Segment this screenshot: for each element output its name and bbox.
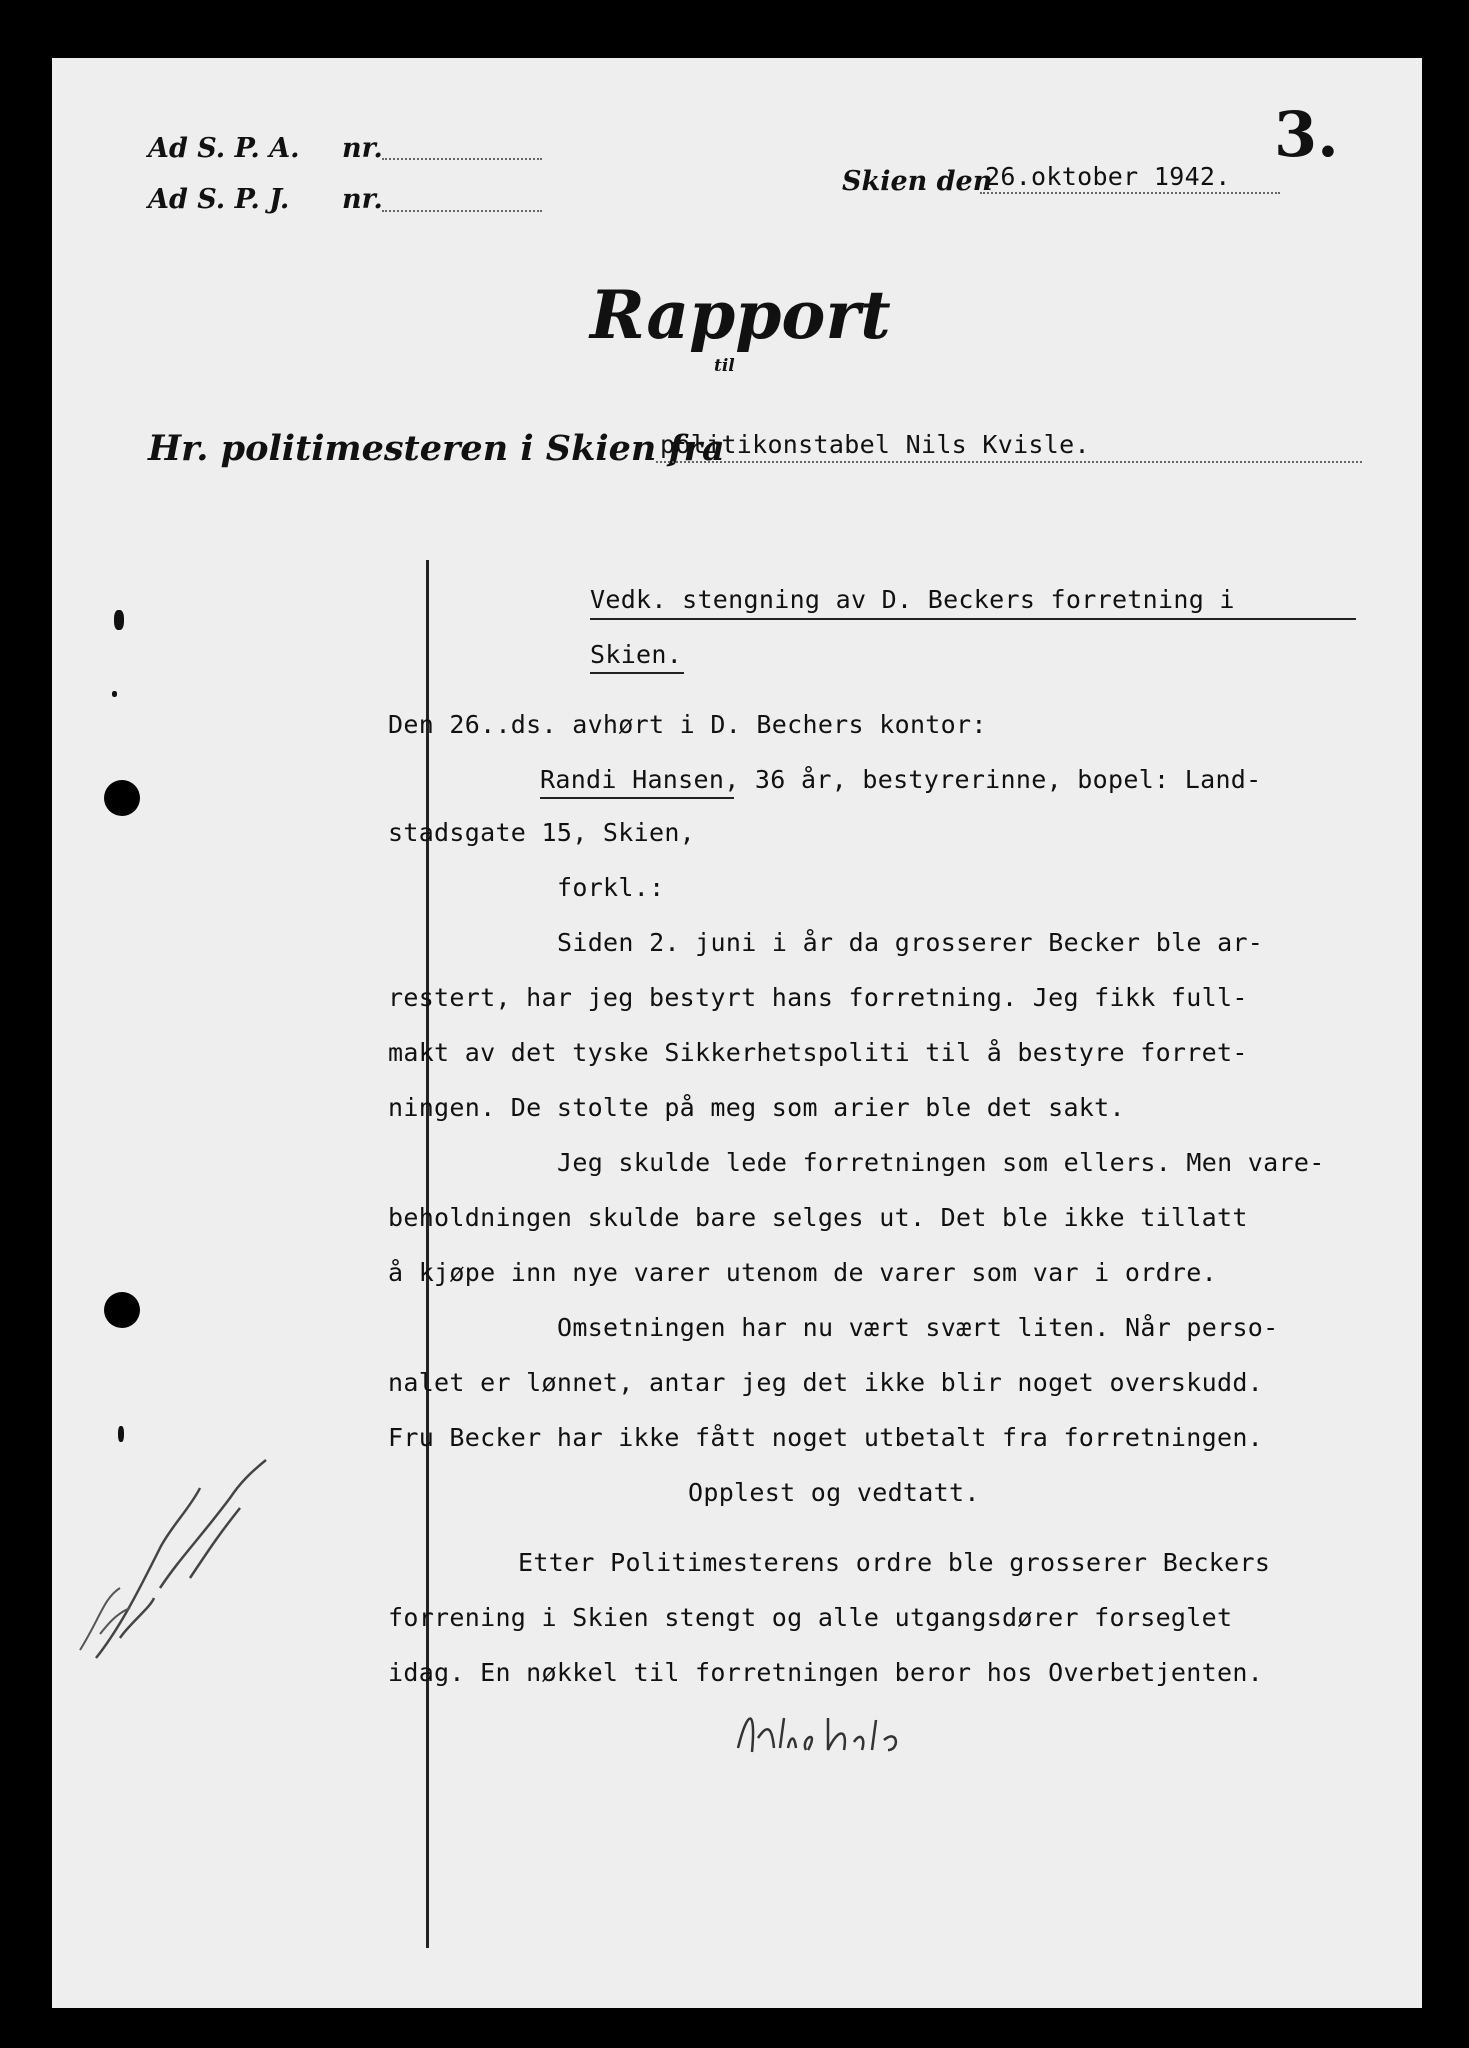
body-line: stadsgate 15, Skien, [388,818,696,847]
body-line: nalet er lønnet, antar jeg det ikke blir noget overskudd. [388,1368,1264,1397]
addressee-typed: politikonstabel Nils Kvisle. [660,430,1090,459]
subject-line-2: Skien. [590,640,683,669]
ref-spj-label: Ad S. P. J. [148,184,290,215]
date-line [980,192,1280,194]
ref-spa-label: Ad S. P. A. [148,133,300,164]
body-line: Siden 2. juni i år da grosserer Becker ble ar- [557,928,1264,957]
body-line: Omsetningen har nu vært svært liten. Når perso- [557,1313,1279,1342]
body-line: forrening i Skien stengt og alle utgangsdører forseglet [388,1603,1233,1632]
date-prefix: Skien den [842,166,993,197]
body-line: Fru Becker har ikke fått noget utbetalt fra forretningen. [388,1423,1264,1452]
addressee-printed: Hr. politimesteren i Skien fra [148,428,725,469]
ref-spj-line [382,210,542,212]
body-line: å kjøpe inn nye varer utenom de varer som var i ordre. [388,1258,1217,1287]
body-line: Den 26..ds. avhørt i D. Bechers kontor: [388,710,987,739]
body-line: Opplest og vedtatt. [688,1478,980,1507]
ref-spj-nr: nr. [342,184,383,215]
addressee-line [656,461,1362,463]
body-line: Etter Politimesterens ordre ble grosserer Beckers [518,1548,1271,1577]
ref-spa-nr: nr. [342,133,383,164]
body-line: Jeg skulde lede forretningen som ellers. Men vare- [557,1148,1325,1177]
subject-underline-2 [590,672,684,674]
body-line: beholdningen skulde bare selges ut. Det ble ikke tillatt [388,1203,1248,1232]
body-line: ningen. De stolte på meg som arier ble det sakt. [388,1093,1125,1122]
margin-rule [426,560,429,1948]
ref-spa-line [382,158,542,160]
title-sub: til [714,356,735,376]
subject-line-1: Vedk. stengning av D. Beckers forretning i [590,585,1235,614]
margin-handwritten-note [60,1438,280,1668]
speck-mark [112,691,117,697]
name-underline [540,797,734,799]
date-value: 26.oktober 1942. [985,162,1231,191]
document-title: Rapport [590,276,891,354]
punch-hole-bottom [104,1292,140,1328]
body-line: Randi Hansen, 36 år, bestyrerinne, bopel: Land- [540,765,1262,794]
subject-underline-1 [590,618,1356,620]
page-number: 3. [1274,98,1339,171]
speck-mark [114,610,124,630]
document-page [52,58,1422,2008]
punch-hole-top [104,780,140,816]
body-line: makt av det tyske Sikkerhetspoliti til å bestyre forret- [388,1038,1248,1067]
body-line: forkl.: [557,873,665,902]
body-line: idag. En nøkkel til forretningen beror hos Overbetjenten. [388,1658,1264,1687]
signature [728,1698,928,1768]
body-line: restert, har jeg bestyrt hans forretning. Jeg fikk full- [388,983,1248,1012]
